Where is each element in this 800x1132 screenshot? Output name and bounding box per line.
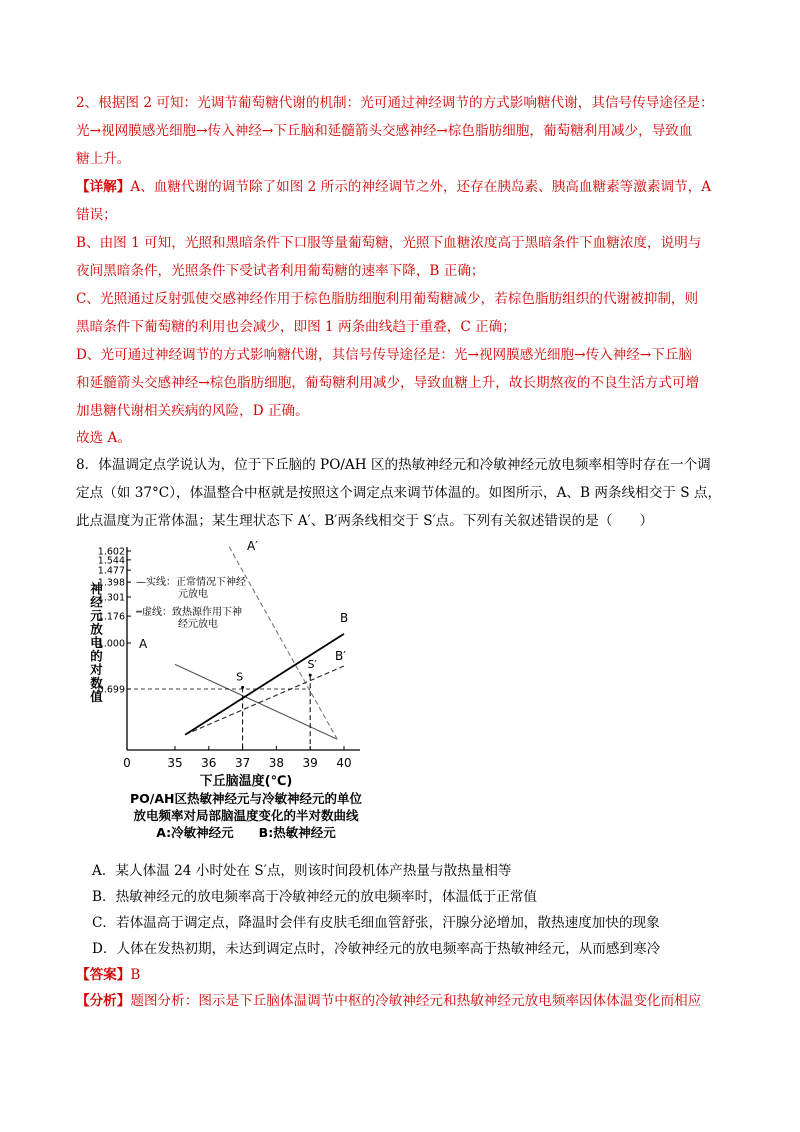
question-line-2: 定点（如 37°C），体温整合中枢就是按照这个调定点来调节体温的。如图所示，A、B 两条线相交于 S 点， (76, 485, 722, 501)
y-tick-label: 1.602 (97, 546, 125, 558)
question-line-3: 此点温度为正常体温；某生理状态下 A′、B′两条线相交于 S′点。下列有关叙述错误的是（ ） (76, 513, 654, 529)
detail-line-10: 故选 A。 (76, 430, 131, 446)
detail-text: A、血糖代谢的调节除了如图 2 所示的神经调节之外，还存在胰岛素、胰高血糖素等激素调节，A (130, 179, 712, 195)
option-b: B．热敏神经元的放电频率高于冷敏神经元的放电频率时，体温低于正常值 (92, 889, 537, 905)
y-tick-label: 1.398 (97, 577, 125, 589)
question-line-1: 8．体温调定点学说认为，位于下丘脑的 PO/AH 区的热敏神经元和冷敏神经元放电频率相等时存在一个调 (76, 457, 711, 473)
detail-line-7: D、光可通过神经调节的方式影响糖代谢，其信号传导途径是：光→视网膜感光细胞→传入神经→下丘脑 (76, 347, 693, 363)
detail-line-8: 和延髓箭头交感神经→棕色脂肪细胞，葡萄糖利用减少，导致血糖上升，故长期熬夜的不良生活方式可增 (76, 375, 700, 391)
series-label-B: B (340, 611, 349, 625)
series-line-B′ (185, 666, 344, 735)
detail-line-1 (76, 174, 736, 200)
answer-tag: 【答案】 (76, 967, 131, 983)
x-axis-label: 下丘脑温度(℃) (199, 774, 293, 789)
series-label-B′: B′ (335, 649, 346, 663)
point-label-S: S (236, 670, 244, 684)
x-tick-label: 39 (302, 756, 318, 770)
x-tick-label: 36 (201, 756, 217, 770)
answer-line (76, 962, 736, 988)
figure-chart (76, 535, 396, 845)
answer-value: B (130, 967, 141, 983)
x-tick-label: 0 (123, 756, 131, 770)
figure-caption-line: 放电频率对局部脑温度变化的半对数曲线 (133, 808, 359, 823)
analysis-line-2: 光→视网膜感光细胞→传入神经→下丘脑和延髓箭头交感神经→棕色脂肪细胞，葡萄糖利用减少，导致血 (76, 123, 693, 139)
x-tick-label: 35 (167, 756, 183, 770)
figure-caption-line: PO/AH区热敏神经元与冷敏神经元的单位 (130, 791, 362, 806)
detail-line-5: C、光照通过反射弧使交感神经作用于棕色脂肪细胞利用葡萄糖减少，若棕色脂肪组织的代谢被抑制，则 (76, 291, 699, 307)
x-tick-label: 40 (336, 756, 352, 770)
y-tick-label: 1.000 (97, 638, 125, 650)
y-tick-label: 0.699 (97, 684, 125, 696)
analysis2-text: 题图分析：图示是下丘脑体温调节中枢的冷敏神经元和热敏神经元放电频率因体体温变化而相应 (130, 993, 702, 1009)
point-label-S′: S′ (307, 658, 317, 672)
detail-line-2: 错误； (76, 207, 117, 223)
series-label-A′: A′ (247, 539, 258, 553)
y-tick-label: 1.477 (97, 565, 125, 577)
legend-text: 元放电 (178, 589, 208, 600)
series-line-B (185, 634, 344, 735)
analysis-line-1: 2、根据图 2 可知：光调节葡萄糖代谢的机制：光可通过神经调节的方式影响糖代谢，其信号传导途径是： (76, 95, 714, 111)
option-c: C．若体温高于调定点，降温时会伴有皮肤毛细血管舒张，汗腺分泌增加，散热速度加快的现象 (92, 915, 660, 931)
analysis-line-3: 糖上升。 (76, 151, 131, 167)
x-tick-label: 38 (268, 756, 285, 770)
legend-text: ┅虚线：致热源作用下神 (136, 607, 243, 618)
series-line-A (175, 664, 337, 739)
detail-line-4: 夜间黑暗条件，光照条件下受试者利用葡萄糖的速率下降，B 正确； (76, 263, 485, 279)
y-tick-label: 1.301 (97, 592, 125, 604)
detail-line-9: 加患糖代谢相关疾病的风险，D 正确。 (76, 403, 309, 419)
y-axis-label: 神经元放电的对数值 (88, 582, 104, 704)
series-label-A: A (139, 637, 148, 651)
point-S (241, 686, 244, 689)
detail-line-6: 黑暗条件下葡萄糖的利用也会减少，即图 1 两条曲线趋于重叠，C 正确； (76, 319, 516, 335)
detail-line-3: B、由图 1 可知，光照和黑暗条件下口服等量葡萄糖，光照下血糖浓度高于黑暗条件下血糖浓度，说明与 (76, 235, 702, 251)
figure-caption-line: A:冷敏神经元 B:热敏神经元 (156, 825, 336, 840)
analysis2-tag: 【分析】 (76, 993, 131, 1009)
detail-tag: 【详解】 (76, 179, 131, 195)
option-d: D．人体在发热初期，未达到调定点时，冷敏神经元的放电频率高于热敏神经元，从而感到寒冷 (92, 941, 661, 957)
legend-text: 经元放电 (178, 619, 218, 630)
point-S′ (309, 674, 312, 677)
x-tick-label: 37 (234, 756, 251, 770)
analysis2-line (76, 988, 736, 1014)
y-tick-label: 1.176 (97, 611, 125, 623)
y-tick-label: 1.544 (97, 555, 125, 567)
series-line-A′ (229, 547, 337, 740)
legend-text: —实线：正常情况下神经 (136, 577, 246, 588)
option-a: A．某人体温 24 小时处在 S′点，则该时间段机体产热量与散热量相等 (92, 863, 512, 879)
chart-legend (136, 575, 246, 630)
